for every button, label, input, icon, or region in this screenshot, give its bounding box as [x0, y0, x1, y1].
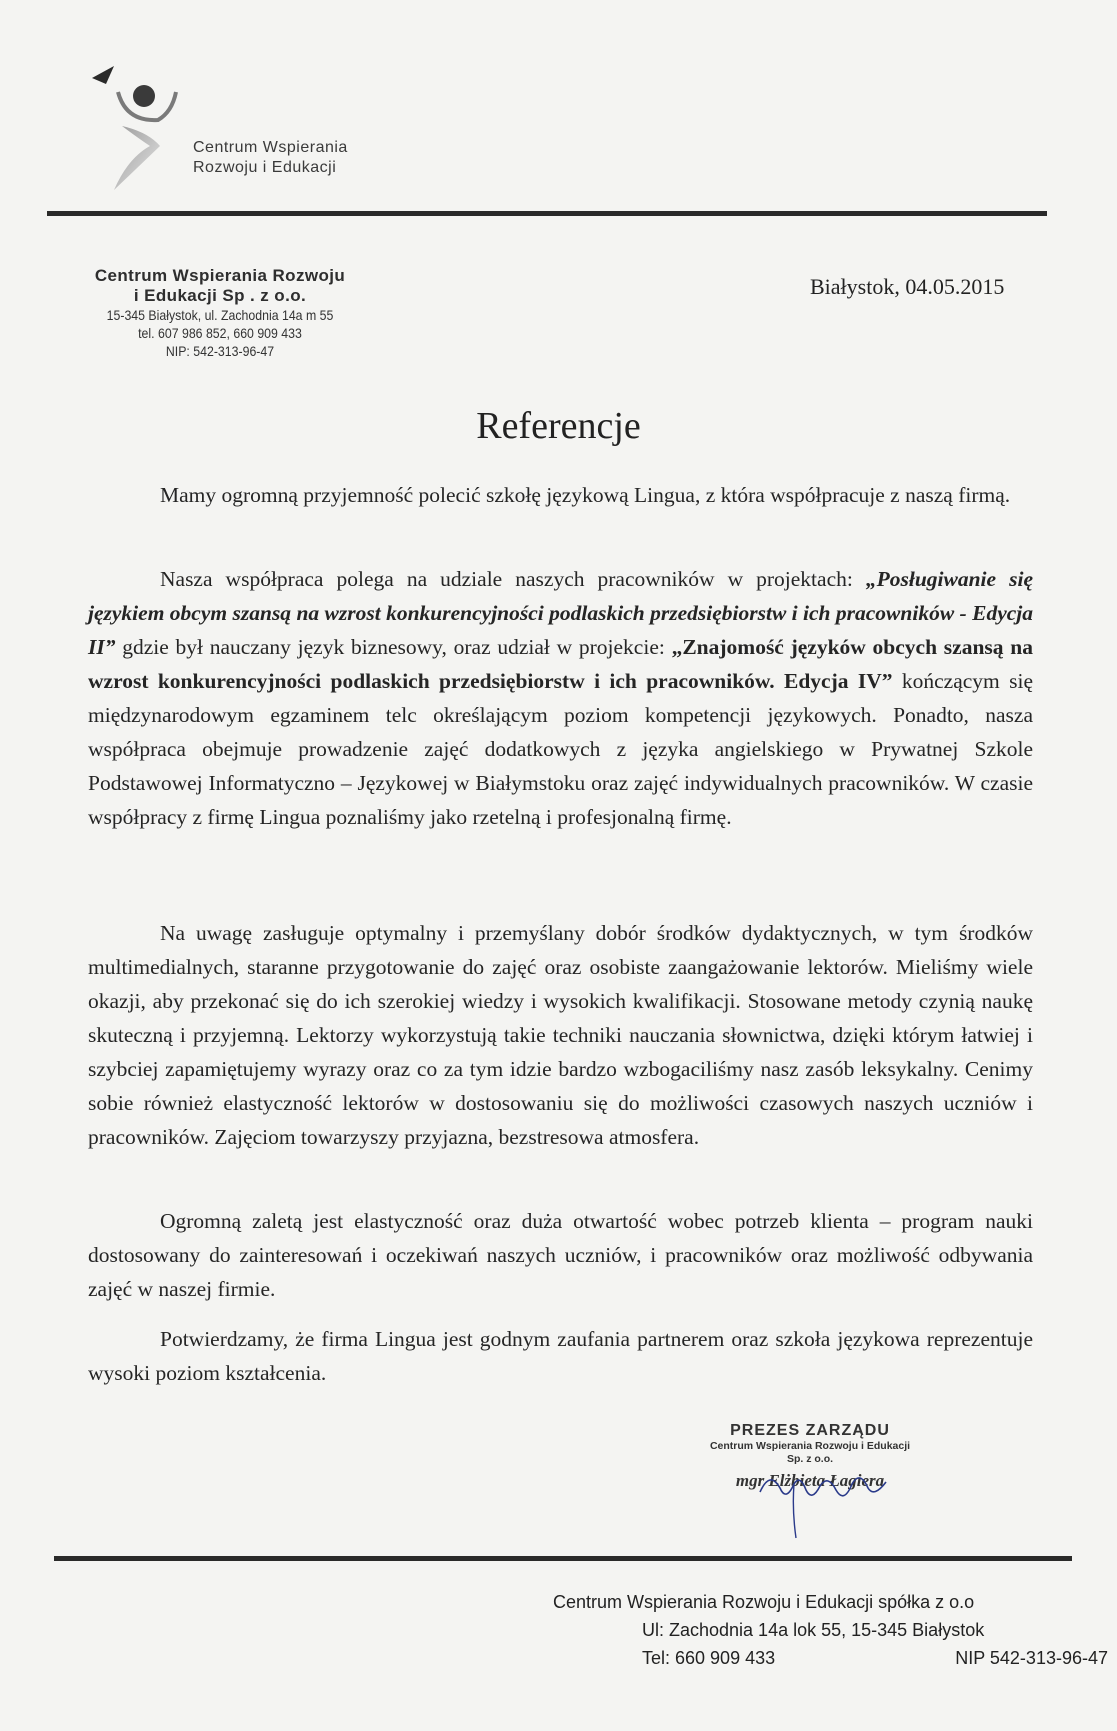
- project-1-title: „Posługiwanie się językiem obcym szansą na wzrost konkurencyjności podlaskich przedsiębiorstw i ich pracowników - Edycja II”: [88, 567, 1033, 659]
- paragraph-3: [88, 916, 1033, 1154]
- paragraph-2-text-c: gdzie był nauczany język biznesowy, oraz udział w projekcie:: [115, 635, 672, 659]
- logo-text: [193, 138, 348, 178]
- paragraph-1: [88, 478, 1033, 512]
- paragraph-5: [88, 1322, 1033, 1390]
- footer-address: Ul: Zachodnia 14a lok 55, 15-345 Białystok: [642, 1620, 985, 1640]
- paragraph-2-text-e: kończącym się międzynarodowym egzaminem telc określającym poziom kompetencji językowych. Ponadto, nasza współpraca obejmuje prowadzenie zajęć dodatkowych z języka angielskiego w Prywatnej Szkole Podstawowej Informatyczno – Językowej w Białymstoku oraz zajęć indywidualnych pracowników. W czasie współpracy z firmę Lingua poznaliśmy jako rzetelną i profesjonalną firmę.: [88, 669, 1033, 829]
- signature-title: PREZES ZARZĄDU: [730, 1422, 890, 1439]
- stamp-name-2: i Edukacji Sp . z o.o.: [133, 286, 307, 305]
- paragraph-5-text: Potwierdzamy, że firma Lingua jest godnym zaufania partnerem oraz szkoła językowa reprezentuje wysoki poziom kształcenia.: [88, 1327, 1033, 1385]
- stamp-nip: NIP: 542-313-96-47: [165, 343, 275, 359]
- footer-nip: NIP 542-313-96-47: [955, 1648, 1108, 1668]
- paragraph-3-text: Na uwagę zasługuje optymalny i przemyślany dobór środków dydaktycznych, w tym środków multimedialnych, staranne przygotowanie do zajęć oraz osobiste zaangażowanie lektorów. Mieliśmy wiele okazji, aby przekonać się do ich szerokiej wiedzy i wysokich kwalifikacji. Stosowane metody czynią naukę skuteczną i przyjemną. Lektorzy wykorzystują takie techniki nauczania słownictwa, dzięki którym łatwiej i szybciej zapamiętujemy wyrazy oraz co za tym idzie bardzo wzbogaciliśmy nasz zasób leksykalny. Cenimy sobie również elastyczność lektorów w dostosowaniu się do możliwości czasowych naszych uczniów i pracowników. Zajęciom towarzyszy przyjazna, bezstresowa atmosfera.: [88, 921, 1033, 1149]
- letter-title: Referencje: [476, 405, 641, 447]
- logo-line-1: Centrum Wspierania: [193, 139, 348, 156]
- signature-person: mgr Elżbieta Łagiera: [735, 1471, 885, 1490]
- paragraph-4: [88, 1204, 1033, 1306]
- footer-divider: [54, 1556, 1072, 1561]
- stamp-name-1: Centrum Wspierania Rozwoju: [94, 266, 346, 285]
- footer-phone: Tel: 660 909 433: [642, 1648, 776, 1668]
- person-swoosh-logo-icon: [88, 62, 208, 192]
- handwritten-signature-icon: [740, 1440, 920, 1540]
- footer-contact: [642, 1644, 1108, 1672]
- logo-line-2: Rozwoju i Edukacji: [193, 159, 337, 176]
- stamp-phone: tel. 607 986 852, 660 909 433: [138, 325, 302, 341]
- letter-date: Białystok, 04.05.2015: [810, 274, 1005, 299]
- footer: [553, 1588, 1108, 1672]
- stamp-address: 15-345 Białystok, ul. Zachodnia 14a m 55: [106, 307, 334, 323]
- paragraph-2: [88, 562, 1033, 834]
- header-divider: [47, 211, 1047, 216]
- signature-org-suffix: Sp. z o.o.: [786, 1453, 834, 1465]
- signature-org: Centrum Wspierania Rozwoju i Edukacji: [709, 1440, 911, 1452]
- paragraph-4-text: Ogromną zaletą jest elastyczność oraz duża otwartość wobec potrzeb klienta – program nauki dostosowany do zainteresowań i oczekiwań naszych uczniów, i pracowników oraz możliwość odbywania zajęć w naszej firmie.: [88, 1209, 1033, 1301]
- project-2-title: „Znajomość języków obcych szansą na wzrost konkurencyjności podlaskich przedsiębiorstw i ich pracowników. Edycja IV”: [88, 635, 1033, 693]
- paragraph-1-text: Mamy ogromną przyjemność polecić szkołę językową Lingua, z która współpracuje z naszą firmą.: [160, 483, 1011, 507]
- paragraph-2-text-a: Nasza współpraca polega na udziale naszych pracowników w projektach:: [160, 567, 866, 591]
- company-stamp: [60, 266, 380, 360]
- footer-company: Centrum Wspierania Rozwoju i Edukacji spółka z o.o: [553, 1592, 975, 1612]
